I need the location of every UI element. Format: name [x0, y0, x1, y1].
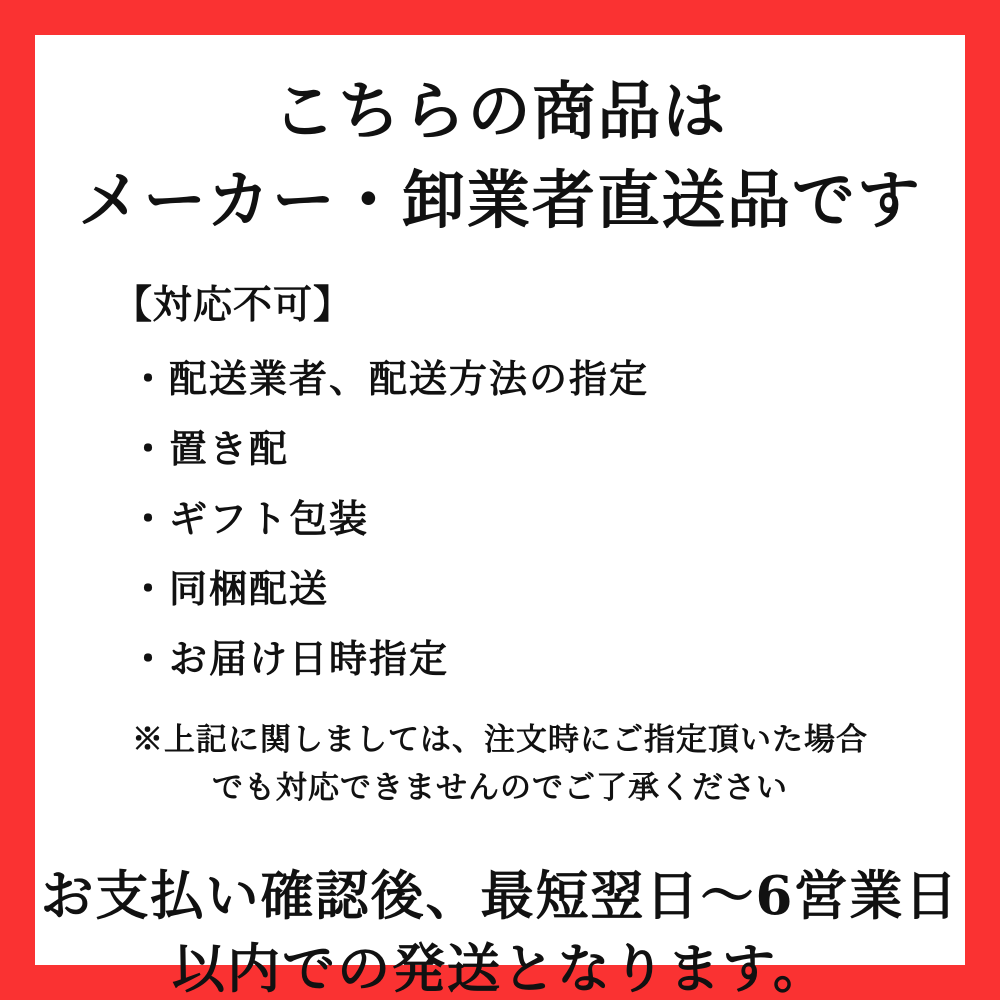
- list-item: ・置き配: [129, 425, 290, 471]
- notice-title-line-1: こちらの商品は: [272, 74, 728, 148]
- list-item: ・お届け日時指定: [129, 635, 450, 681]
- shipping-message: [35, 860, 965, 1006]
- caveat-note: [35, 716, 965, 812]
- list-item: ・同梱配送: [129, 565, 330, 611]
- unavailable-heading: 【対応不可】: [113, 281, 354, 328]
- shipping-message-line-2: 以内での発送となります。: [172, 938, 828, 1001]
- caveat-note-line-1: ※上記に関しましては、注文時にご指定頂いた場合: [132, 721, 868, 758]
- shipping-message-line-1: お支払い確認後、最短翌日〜6営業日: [40, 865, 960, 927]
- caveat-note-line-2: でも対応できませんのでご了承ください: [212, 769, 788, 806]
- notice-title: [35, 67, 965, 246]
- notice-panel: [35, 35, 965, 1001]
- unavailable-list: [129, 355, 965, 681]
- list-item: ・ギフト包装: [129, 495, 370, 541]
- notice-title-line-2: メーカー・卸業者直送品です: [78, 163, 922, 238]
- list-item: ・配送業者、配送方法の指定: [129, 355, 650, 401]
- unavailable-section: [35, 274, 965, 681]
